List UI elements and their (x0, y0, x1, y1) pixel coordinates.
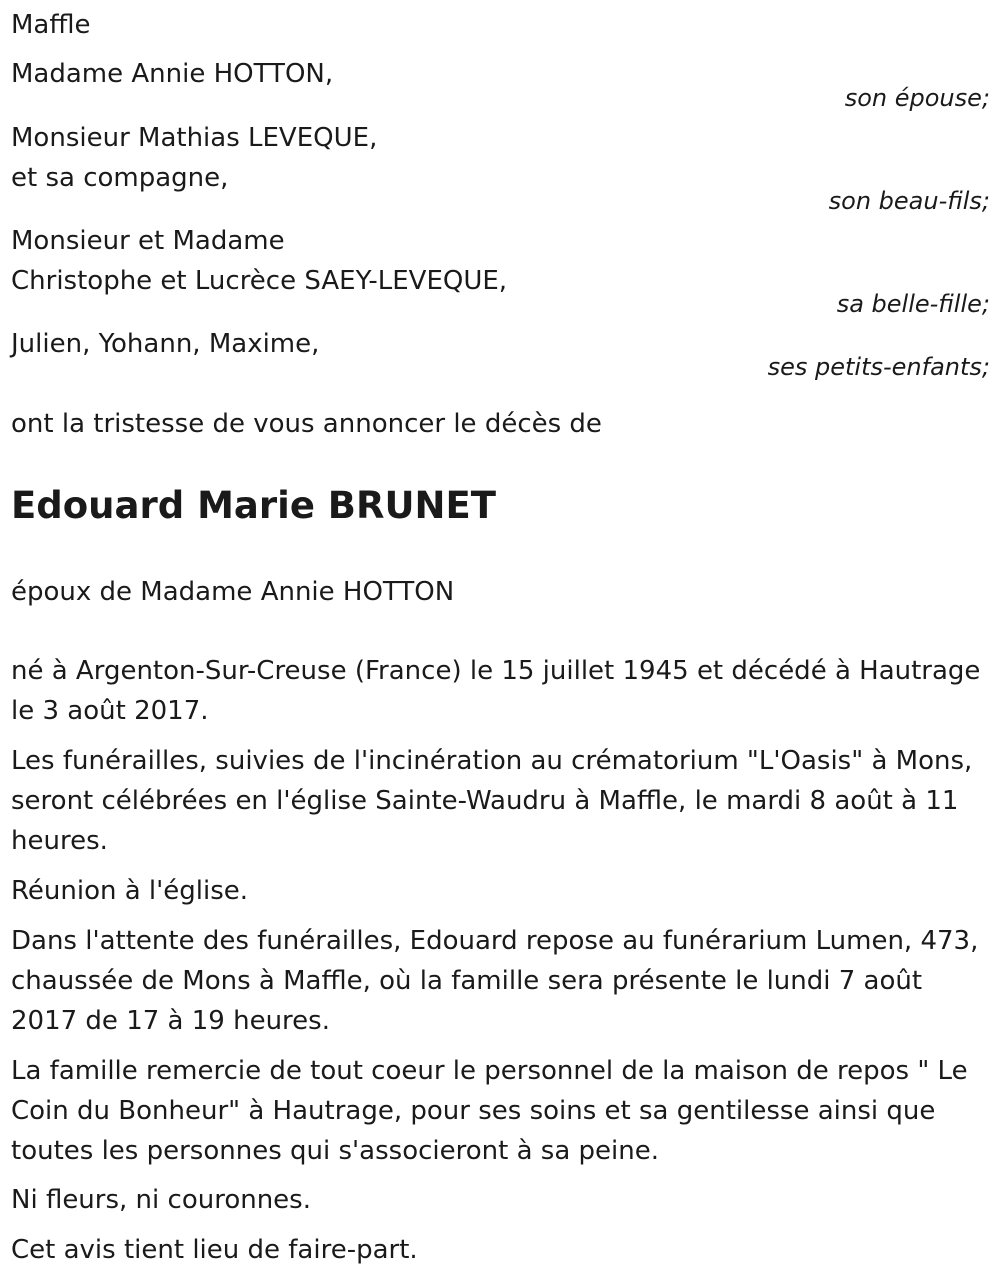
funeral-home-paragraph: Dans l'attente des funérailles, Edouard repose au funérarium Lumen, 473, chaussée de Mons à Maffle, où la famille sera présente le lundi 7 août 2017 de 17 à 19 heures. (11, 926, 979, 1036)
funeral-paragraph: Les funérailles, suivies de l'incinération au crématorium "L'Oasis" à Mons, seront célébrées en l'église Sainte-Waudru à Maffle, le mardi 8 août à 11 heures. (11, 746, 973, 856)
deceased-name: Edouard Marie BRUNET (11, 484, 497, 527)
notice-paragraph: Cet avis tient lieu de faire-part. (11, 1235, 418, 1265)
family-member-stepson: Monsieur Mathias LEVEQUE, (11, 123, 378, 153)
family-member-spouse: Madame Annie HOTTON, (11, 59, 334, 89)
relation-stepson: son beau-fils; (828, 187, 990, 215)
relation-spouse: son épouse; (844, 84, 990, 112)
announcement-text: ont la tristesse de vous annoncer le décès de (11, 409, 602, 439)
spouse-line: époux de Madame Annie HOTTON (11, 577, 455, 607)
gathering-paragraph: Réunion à l'église. (11, 876, 249, 906)
family-member-grandchildren: Julien, Yohann, Maxime, (11, 329, 320, 359)
thanks-paragraph: La famille remercie de tout coeur le personnel de la maison de repos " Le Coin du Bonheur" à Hautrage, pour ses soins et sa gentilesse ainsi que toutes les personnes qui s'associeront à sa peine. (11, 1056, 968, 1166)
relation-grandchildren: ses petits-enfants; (767, 353, 990, 381)
location-heading: Maffle (11, 10, 91, 40)
family-member-stepson-partner: et sa compagne, (11, 163, 229, 193)
no-flowers-paragraph: Ni fleurs, ni couronnes. (11, 1185, 311, 1215)
relation-stepdaughter: sa belle-fille; (836, 290, 990, 318)
birth-death-paragraph: né à Argenton-Sur-Creuse (France) le 15 juillet 1945 et décédé à Hautrage le 3 août 2017. (11, 656, 981, 726)
family-member-stepdaughter: Christophe et Lucrèce SAEY-LEVEQUE, (11, 266, 508, 296)
family-member-stepdaughter-title: Monsieur et Madame (11, 226, 285, 256)
